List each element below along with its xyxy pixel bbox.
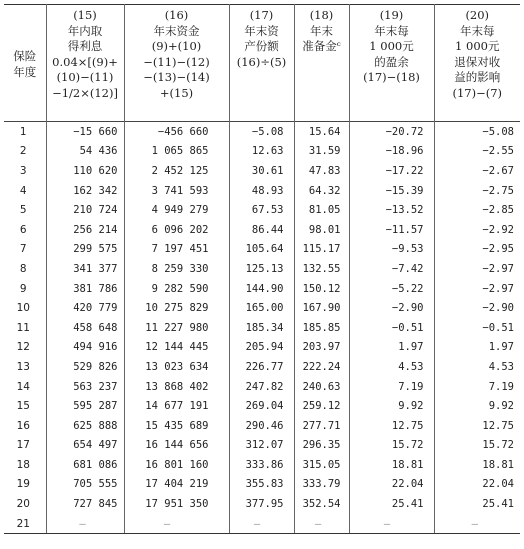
header-line: 退保对收	[454, 54, 501, 69]
value-cell: 125.13	[229, 259, 294, 279]
header-line: 年末资	[244, 23, 279, 38]
header-line: (19)	[379, 8, 404, 22]
table-row	[4, 494, 520, 514]
table-row	[4, 161, 520, 181]
header-line: −(11)−(12)	[143, 54, 210, 69]
value-cell: −0.51	[434, 318, 520, 338]
value-cell: 12.75	[349, 416, 434, 436]
value-cell: 10 275 829	[124, 298, 229, 318]
value-cell: 144.90	[229, 279, 294, 299]
table-row	[4, 279, 520, 299]
value-cell: 352.54	[294, 494, 349, 514]
column-header-16	[124, 5, 229, 122]
header-line: 准备金ᶜ	[302, 39, 341, 54]
value-cell: 30.61	[229, 161, 294, 181]
header-line: +(15)	[159, 85, 194, 100]
value-cell: −5.22	[349, 279, 434, 299]
value-cell: 315.05	[294, 455, 349, 475]
value-cell: 4.53	[349, 357, 434, 377]
value-cell: 48.93	[229, 181, 294, 201]
header-line: 年末资金	[153, 23, 200, 38]
value-cell: 247.82	[229, 377, 294, 397]
value-cell: −2.75	[434, 181, 520, 201]
value-cell: 210 724	[46, 200, 124, 220]
header-row	[4, 5, 520, 122]
value-cell: 16 144 656	[124, 436, 229, 456]
year-cell: 12	[16, 341, 30, 354]
header-line: 年内取	[67, 23, 103, 38]
year-cell: 18	[16, 458, 30, 471]
column-header-19	[349, 5, 434, 122]
value-cell: 6 096 202	[124, 220, 229, 240]
value-cell: −15 660	[46, 122, 124, 142]
value-cell: −9.53	[349, 240, 434, 260]
year-cell: 3	[19, 164, 27, 177]
column-header-15	[46, 5, 124, 122]
header-line: (16)	[164, 8, 189, 22]
year-cell: 16	[16, 419, 30, 432]
value-cell: 256 214	[46, 220, 124, 240]
header-line: 年末每	[460, 23, 495, 38]
value-cell: 9.92	[349, 396, 434, 416]
value-cell: −15.39	[349, 181, 434, 201]
value-cell: 269.04	[229, 396, 294, 416]
table-row	[4, 142, 520, 162]
value-cell: 64.32	[294, 181, 349, 201]
value-cell: —	[46, 514, 124, 534]
value-cell: 14 677 191	[124, 396, 229, 416]
value-cell: 132.55	[294, 259, 349, 279]
year-cell: 15	[16, 400, 30, 413]
value-cell: 167.90	[294, 298, 349, 318]
value-cell: 205.94	[229, 338, 294, 358]
year-cell: 8	[19, 262, 27, 275]
value-cell: 727 845	[46, 494, 124, 514]
value-cell: 185.85	[294, 318, 349, 338]
table-row	[4, 514, 520, 534]
year-cell: 9	[19, 282, 27, 295]
value-cell: 377.95	[229, 494, 294, 514]
header-line: −1/2×(12)]	[52, 85, 118, 100]
year-cell: 17	[16, 439, 30, 452]
header-line: 益的影响	[454, 70, 501, 85]
value-cell: 494 916	[46, 338, 124, 358]
value-cell: 185.34	[229, 318, 294, 338]
year-column-header	[4, 5, 46, 122]
header-line: 保险	[13, 48, 37, 63]
value-cell: 4 949 279	[124, 200, 229, 220]
year-cell: 2	[19, 145, 27, 158]
value-cell: 595 287	[46, 396, 124, 416]
value-cell: 333.86	[229, 455, 294, 475]
header-line: −(13)−(14)	[143, 70, 210, 85]
value-cell: −0.51	[349, 318, 434, 338]
value-cell: −2.90	[434, 298, 520, 318]
value-cell: −2.90	[349, 298, 434, 318]
table-row	[4, 396, 520, 416]
header-line: 1 000元	[455, 39, 500, 54]
value-cell: 1 065 865	[124, 142, 229, 162]
value-cell: 115.17	[294, 240, 349, 260]
year-cell: 19	[16, 478, 30, 491]
value-cell: 54 436	[46, 142, 124, 162]
value-cell: −2.85	[434, 200, 520, 220]
value-cell: 705 555	[46, 475, 124, 495]
header-line: 产份额	[244, 39, 279, 54]
header-line: (17)	[249, 8, 274, 22]
value-cell: 654 497	[46, 436, 124, 456]
value-cell: 86.44	[229, 220, 294, 240]
year-cell: 10	[16, 302, 30, 315]
value-cell: 563 237	[46, 377, 124, 397]
value-cell: 333.79	[294, 475, 349, 495]
value-cell: 381 786	[46, 279, 124, 299]
value-cell: 18.81	[349, 455, 434, 475]
value-cell: 9 282 590	[124, 279, 229, 299]
value-cell: 355.83	[229, 475, 294, 495]
table-row	[4, 338, 520, 358]
value-cell: 12.75	[434, 416, 520, 436]
value-cell: 203.97	[294, 338, 349, 358]
year-cell: 5	[19, 204, 27, 217]
table-row	[4, 377, 520, 397]
value-cell: −2.97	[434, 279, 520, 299]
value-cell: —	[124, 514, 229, 534]
table-row	[4, 220, 520, 240]
table-row	[4, 318, 520, 338]
value-cell: −13.52	[349, 200, 434, 220]
value-cell: 420 779	[46, 298, 124, 318]
value-cell: 25.41	[349, 494, 434, 514]
header-line: (15)	[73, 8, 97, 22]
value-cell: −2.92	[434, 220, 520, 240]
year-cell: 21	[4, 514, 46, 534]
year-cell: 11	[16, 321, 30, 334]
value-cell: 625 888	[46, 416, 124, 436]
value-cell: 17 951 350	[124, 494, 229, 514]
year-cell: 20	[16, 498, 30, 511]
value-cell: 277.71	[294, 416, 349, 436]
value-cell: −456 660	[124, 122, 229, 142]
header-line: 年度	[13, 64, 37, 79]
value-cell: 22.04	[349, 475, 434, 495]
value-cell: 4.53	[434, 357, 520, 377]
year-cell: 13	[16, 360, 30, 373]
data-table-container	[4, 4, 520, 545]
table-row	[4, 200, 520, 220]
table-row	[4, 181, 520, 201]
reserve-table	[4, 4, 520, 534]
value-cell: 150.12	[294, 279, 349, 299]
value-cell: −5.08	[434, 122, 520, 142]
value-cell: 240.63	[294, 377, 349, 397]
value-cell: −5.08	[229, 122, 294, 142]
value-cell: 15.72	[349, 436, 434, 456]
header-line: 年末每	[374, 23, 409, 38]
value-cell: 312.07	[229, 436, 294, 456]
value-cell: 7 197 451	[124, 240, 229, 260]
value-cell: −2.55	[434, 142, 520, 162]
value-cell: 15.64	[294, 122, 349, 142]
table-row	[4, 298, 520, 318]
value-cell: 7.19	[349, 377, 434, 397]
value-cell: 162 342	[46, 181, 124, 201]
value-cell: 290.46	[229, 416, 294, 436]
table-row	[4, 122, 520, 142]
value-cell: 98.01	[294, 220, 349, 240]
table-row	[4, 259, 520, 279]
value-cell: 15.72	[434, 436, 520, 456]
table-body	[4, 122, 520, 534]
table-row	[4, 240, 520, 260]
value-cell: 341 377	[46, 259, 124, 279]
value-cell: —	[349, 514, 434, 534]
value-cell: 3 741 593	[124, 181, 229, 201]
value-cell: 296.35	[294, 436, 349, 456]
value-cell: 105.64	[229, 240, 294, 260]
value-cell: −11.57	[349, 220, 434, 240]
column-header-18	[294, 5, 349, 122]
value-cell: 22.04	[434, 475, 520, 495]
value-cell: 299 575	[46, 240, 124, 260]
value-cell: −7.42	[349, 259, 434, 279]
year-cell: 14	[16, 380, 30, 393]
value-cell: —	[294, 514, 349, 534]
value-cell: 13 023 634	[124, 357, 229, 377]
header-line: (20)	[465, 8, 490, 22]
table-row	[4, 436, 520, 456]
value-cell: 16 801 160	[124, 455, 229, 475]
value-cell: 12.63	[229, 142, 294, 162]
column-header-17	[229, 5, 294, 122]
year-cell: 6	[19, 223, 27, 236]
value-cell: 81.05	[294, 200, 349, 220]
value-cell: 15 435 689	[124, 416, 229, 436]
table-row	[4, 455, 520, 475]
value-cell: 18.81	[434, 455, 520, 475]
value-cell: 31.59	[294, 142, 349, 162]
header-line: (9)+(10)	[151, 39, 202, 54]
header-line: 1 000元	[369, 39, 414, 54]
value-cell: 226.77	[229, 357, 294, 377]
value-cell: −2.95	[434, 240, 520, 260]
value-cell: 13 868 402	[124, 377, 229, 397]
value-cell: 110 620	[46, 161, 124, 181]
value-cell: 8 259 330	[124, 259, 229, 279]
value-cell: 67.53	[229, 200, 294, 220]
value-cell: −18.96	[349, 142, 434, 162]
value-cell: 1.97	[349, 338, 434, 358]
value-cell: 259.12	[294, 396, 349, 416]
value-cell: −17.22	[349, 161, 434, 181]
value-cell: —	[434, 514, 520, 534]
value-cell: 1.97	[434, 338, 520, 358]
table-row	[4, 416, 520, 436]
value-cell: 17 404 219	[124, 475, 229, 495]
value-cell: 7.19	[434, 377, 520, 397]
header-line: 得利息	[67, 39, 103, 54]
value-cell: 47.83	[294, 161, 349, 181]
value-cell: −2.67	[434, 161, 520, 181]
value-cell: 222.24	[294, 357, 349, 377]
value-cell: 12 144 445	[124, 338, 229, 358]
column-header-20	[434, 5, 520, 122]
value-cell: −20.72	[349, 122, 434, 142]
value-cell: 458 648	[46, 318, 124, 338]
table-row	[4, 357, 520, 377]
value-cell: 165.00	[229, 298, 294, 318]
value-cell: 25.41	[434, 494, 520, 514]
table-row	[4, 475, 520, 495]
header-line: 年末	[310, 23, 333, 38]
value-cell: −2.97	[434, 259, 520, 279]
year-cell: 1	[19, 125, 27, 138]
value-cell: 2 452 125	[124, 161, 229, 181]
header-line: 0.04×[(9)+	[52, 54, 118, 69]
value-cell: 9.92	[434, 396, 520, 416]
header-line: (17)−(18)	[363, 70, 420, 85]
value-cell: 11 227 980	[124, 318, 229, 338]
year-cell: 7	[19, 243, 27, 256]
value-cell: —	[229, 514, 294, 534]
header-line: (18)	[309, 8, 334, 22]
value-cell: 681 086	[46, 455, 124, 475]
year-cell: 4	[19, 184, 27, 197]
value-cell: 529 826	[46, 357, 124, 377]
header-line: 的盈余	[374, 54, 409, 69]
header-line: (16)÷(5)	[236, 54, 287, 69]
header-line: (10)−(11)	[56, 70, 114, 85]
header-line: (17)−(7)	[452, 85, 503, 100]
